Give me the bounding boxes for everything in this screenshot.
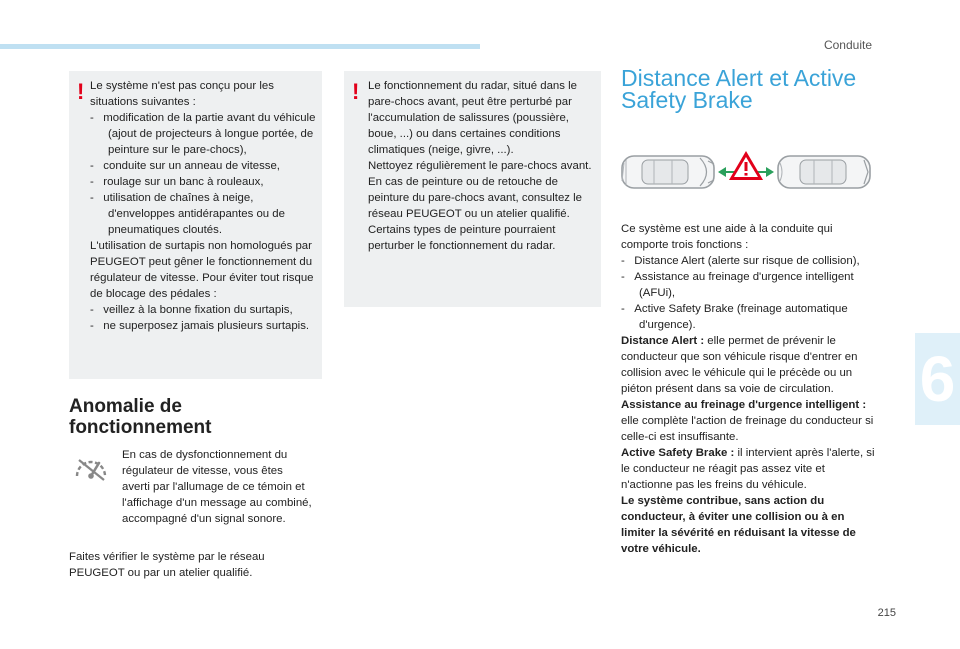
- anomalie-text: En cas de dysfonctionnement du régulateur de vitesse, vous êtes averti par l'allumage de ce témoin et l'affichage d'un message au combiné, accompagné d'un signal sonore.: [122, 449, 312, 525]
- das-intro: Ce système est une aide à la conduite qui comporte trois fonctions :: [621, 223, 833, 251]
- car-left-icon: [622, 156, 714, 188]
- box1-intro: Le système n'est pas conçu pour les situations suivantes :: [90, 80, 274, 108]
- box2-paragraph-2: Nettoyez régulièrement le pare-chocs avant.: [368, 160, 592, 172]
- list-item: - Assistance au freinage d'urgence intelligent (AFUi),: [621, 271, 854, 299]
- anomalie-footer: Faites vérifier le système par le réseau PEUGEOT ou par un atelier qualifié.: [69, 551, 265, 579]
- das-final-text: Le système contribue, sans action du conducteur, à éviter une collision ou à en limiter la sévérité en réduisant la vitesse de votre véhicule.: [621, 495, 856, 555]
- box1-paragraph: L'utilisation de surtapis non homologués par PEUGEOT peut gêner le fonctionnement du régulateur de vitesse. Pour éviter tout risque de blocage des pédales :: [90, 240, 314, 300]
- das-asb-paragraph: [621, 445, 877, 493]
- das-description: [621, 221, 877, 557]
- das-asb-label: Active Safety Brake :: [621, 447, 735, 459]
- car-right-icon: [778, 156, 870, 188]
- list-item: - veillez à la bonne fixation du surtapis,: [90, 304, 293, 316]
- das-heading: [621, 67, 856, 111]
- anomalie-heading-line2: fonctionnement: [69, 417, 212, 438]
- cars-illustration: [620, 145, 872, 201]
- box2-paragraph-1: Le fonctionnement du radar, situé dans le pare-chocs avant, peut être perturbé par l'accumulation de salissures (poussière, boue, ...) ou dans certaines conditions climatiques (neige, givre, ...).: [368, 80, 577, 156]
- anomalie-heading: [69, 396, 212, 438]
- list-item: - Active Safety Brake (freinage automatique d'urgence).: [621, 303, 848, 331]
- das-afu-label: Assistance au freinage d'urgence intelligent :: [621, 399, 867, 411]
- exclamation-icon: !: [77, 79, 85, 104]
- warning-box-radar: [344, 71, 601, 307]
- das-heading-line2: Safety Brake: [621, 87, 753, 113]
- das-distance-alert-paragraph: [621, 333, 877, 397]
- list-item: - roulage sur un banc à rouleaux,: [90, 176, 264, 188]
- header-bar: [0, 44, 480, 49]
- cruise-control-warning-icon: [72, 452, 110, 482]
- das-afu-text: elle complète l'action de freinage du conducteur si celle-ci est insuffisante.: [621, 415, 874, 443]
- das-afu-paragraph: [621, 397, 877, 445]
- list-item: - ne superposez jamais plusieurs surtapis.: [90, 320, 310, 332]
- das-asb-text: il intervient après l'alerte, si le conducteur ne réagit pas assez vite et n'actionne pas les freins du véhicule.: [621, 447, 875, 491]
- das-distance-alert-text: elle permet de prévenir le conducteur que son véhicule risque d'entrer en collision avec le véhicule qui le précède ou un piéton présent dans sa voie de circulation.: [621, 335, 858, 395]
- section-title: Conduite: [823, 38, 872, 52]
- das-distance-alert-label: Distance Alert :: [621, 335, 705, 347]
- anomalie-heading-line1: Anomalie de: [69, 396, 182, 417]
- das-final-paragraph: [621, 493, 877, 557]
- exclamation-icon: !: [352, 79, 360, 104]
- list-item: - modification de la partie avant du véhicule (ajout de projecteurs à longue portée, de peinture sur le pare-chocs),: [90, 112, 316, 156]
- das-heading-line1: Distance Alert et Active: [621, 65, 857, 91]
- warning-box-limitations: [69, 71, 322, 379]
- list-item: - Distance Alert (alerte sur risque de collision),: [621, 255, 860, 267]
- list-item: - utilisation de chaînes à neige, d'enveloppes antidérapantes ou de pneumatiques cloutés.: [90, 192, 285, 236]
- list-item: - conduite sur un anneau de vitesse,: [90, 160, 280, 172]
- box2-paragraph-3: En cas de peinture ou de retouche de peinture du pare-chocs avant, consultez le réseau PEUGEOT ou un atelier qualifié. Certains types de peinture pourraient perturber le fonctionnement du radar.: [368, 176, 583, 252]
- page-number: 215: [877, 607, 896, 619]
- alert-triangle-icon: [729, 151, 763, 180]
- chapter-tab: 6: [915, 333, 960, 425]
